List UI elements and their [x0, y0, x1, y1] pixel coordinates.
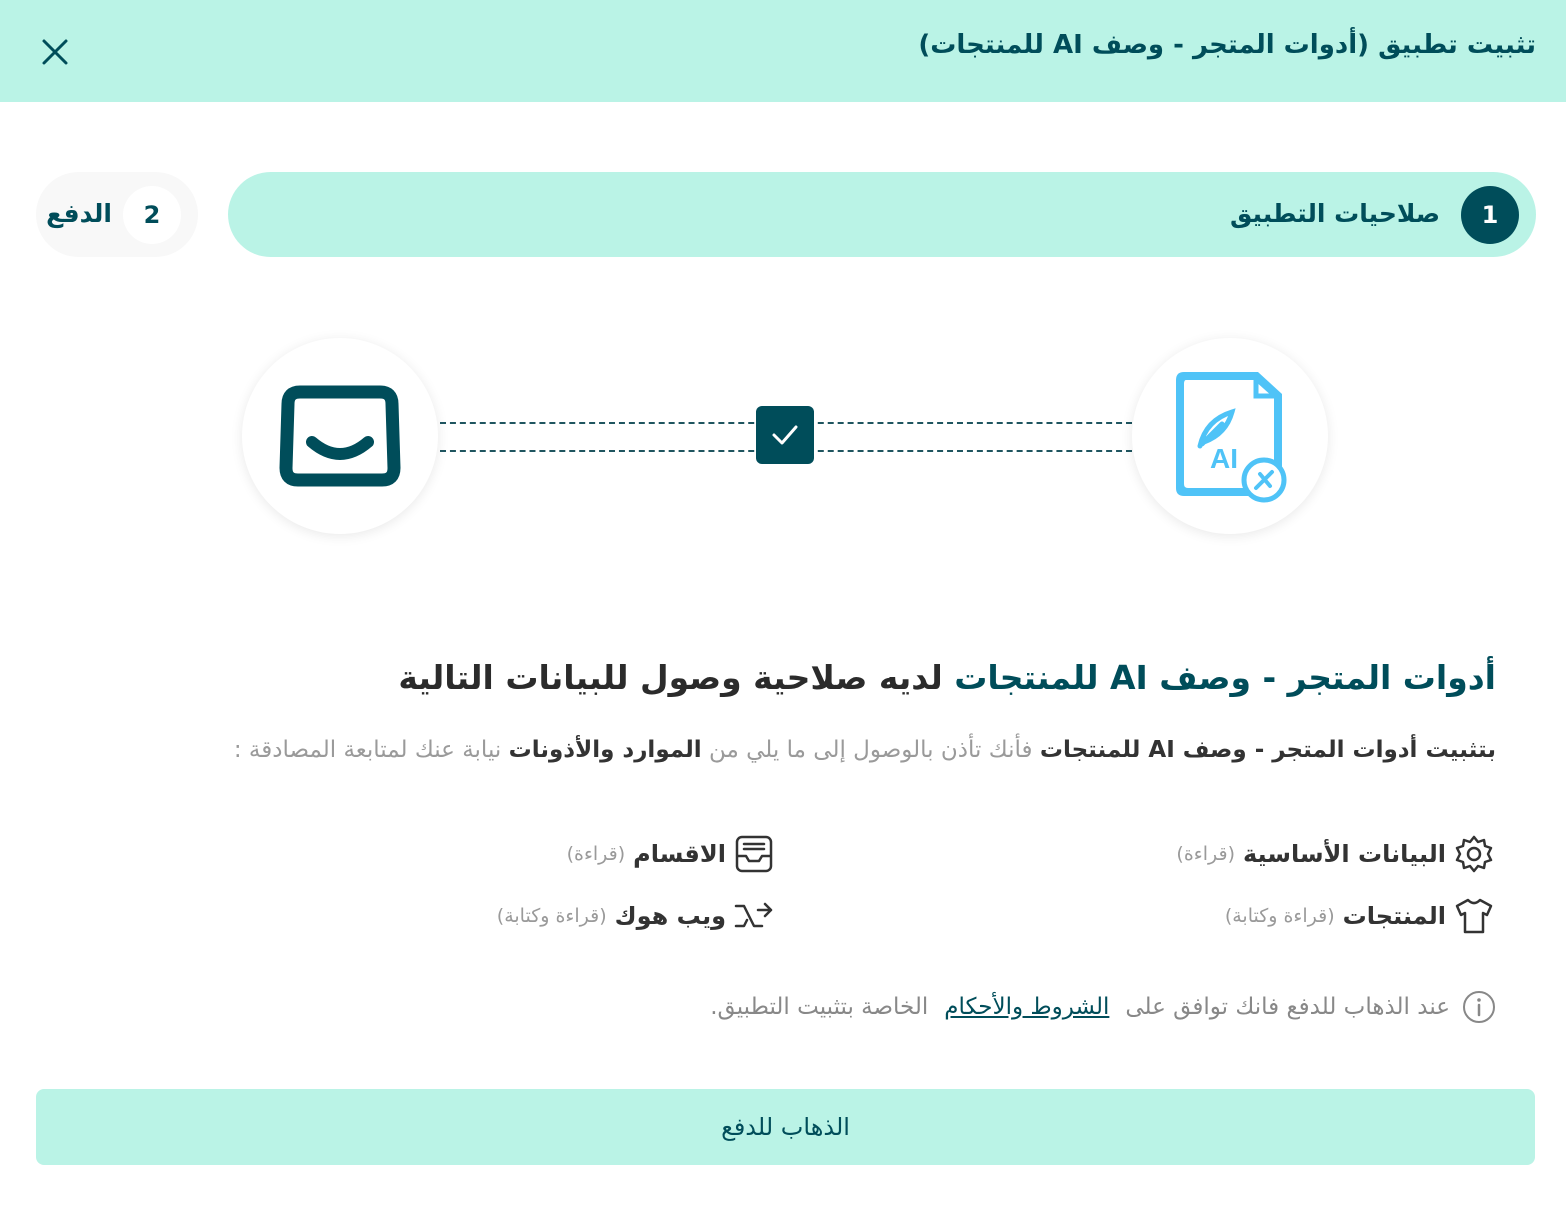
desc-app-name: أدوات المتجر - وصف AI للمنتجات: [1039, 737, 1418, 763]
permission-name: الاقسام: [633, 840, 726, 868]
permission-access: (قراءة وكتابة): [1224, 905, 1335, 927]
permission-access: (قراءة): [1176, 843, 1235, 865]
ai-document-icon: [1170, 368, 1290, 504]
app-logo-circle: [1132, 338, 1328, 534]
heading-text: لديه صلاحية وصول للبيانات التالية: [398, 658, 955, 697]
terms-prefix: عند الذهاب للدفع فانك توافق على: [1125, 994, 1450, 1020]
go-to-payment-button[interactable]: الذهاب للدفع: [36, 1089, 1535, 1165]
webhook-arrow-icon: [734, 896, 774, 936]
desc-resources: الموارد والأذونات: [508, 737, 702, 763]
store-bag-icon: [278, 384, 402, 488]
close-icon: [41, 38, 69, 66]
modal-title: تثبيت تطبيق (أدوات المتجر - وصف AI للمنتجات): [918, 30, 1536, 60]
desc-suffix: نيابة عنك لمتابعة المصادقة :: [233, 737, 509, 763]
modal-header: [0, 0, 1566, 102]
info-icon: [1462, 990, 1496, 1024]
terms-suffix: الخاصة بتثبيت التطبيق.: [710, 994, 929, 1020]
step-number: 1: [1461, 186, 1519, 244]
permission-access: (قراءة): [566, 843, 626, 865]
permission-name: المنتجات: [1342, 902, 1446, 930]
heading-app-name: أدوات المتجر - وصف AI للمنتجات: [954, 658, 1496, 697]
permissions-heading: [398, 658, 1496, 697]
permission-products: [1225, 894, 1496, 938]
permission-access: (قراءة وكتابة): [496, 905, 607, 927]
gear-icon: [1454, 834, 1494, 874]
permission-name: البيانات الأساسية: [1242, 840, 1446, 868]
step-number: 2: [123, 186, 181, 244]
permission-name: ويب هوك: [614, 902, 726, 930]
permission-webhook: [497, 894, 776, 938]
inbox-tray-icon: [734, 834, 774, 874]
desc-prefix: بتثبيت: [1417, 737, 1496, 763]
desc-middle: فأنك تأذن بالوصول إلى ما يلي من: [701, 737, 1040, 763]
step-permissions[interactable]: [228, 172, 1536, 257]
permission-categories: [567, 832, 776, 876]
step-label: صلاحيات التطبيق: [1229, 199, 1440, 228]
terms-link[interactable]: الشروط والأحكام: [944, 994, 1110, 1020]
step-payment[interactable]: [36, 172, 198, 257]
step-label: الدفع: [46, 199, 112, 228]
terms-notice: [710, 990, 1496, 1024]
svg-text:AI: AI: [1210, 443, 1238, 474]
tshirt-icon: [1454, 896, 1494, 936]
connection-status: [756, 406, 814, 464]
permissions-description: [234, 737, 1496, 763]
close-button[interactable]: [30, 27, 80, 77]
permission-basic-data: [1176, 832, 1496, 876]
store-logo-circle: [242, 338, 438, 534]
check-icon: [771, 423, 799, 447]
